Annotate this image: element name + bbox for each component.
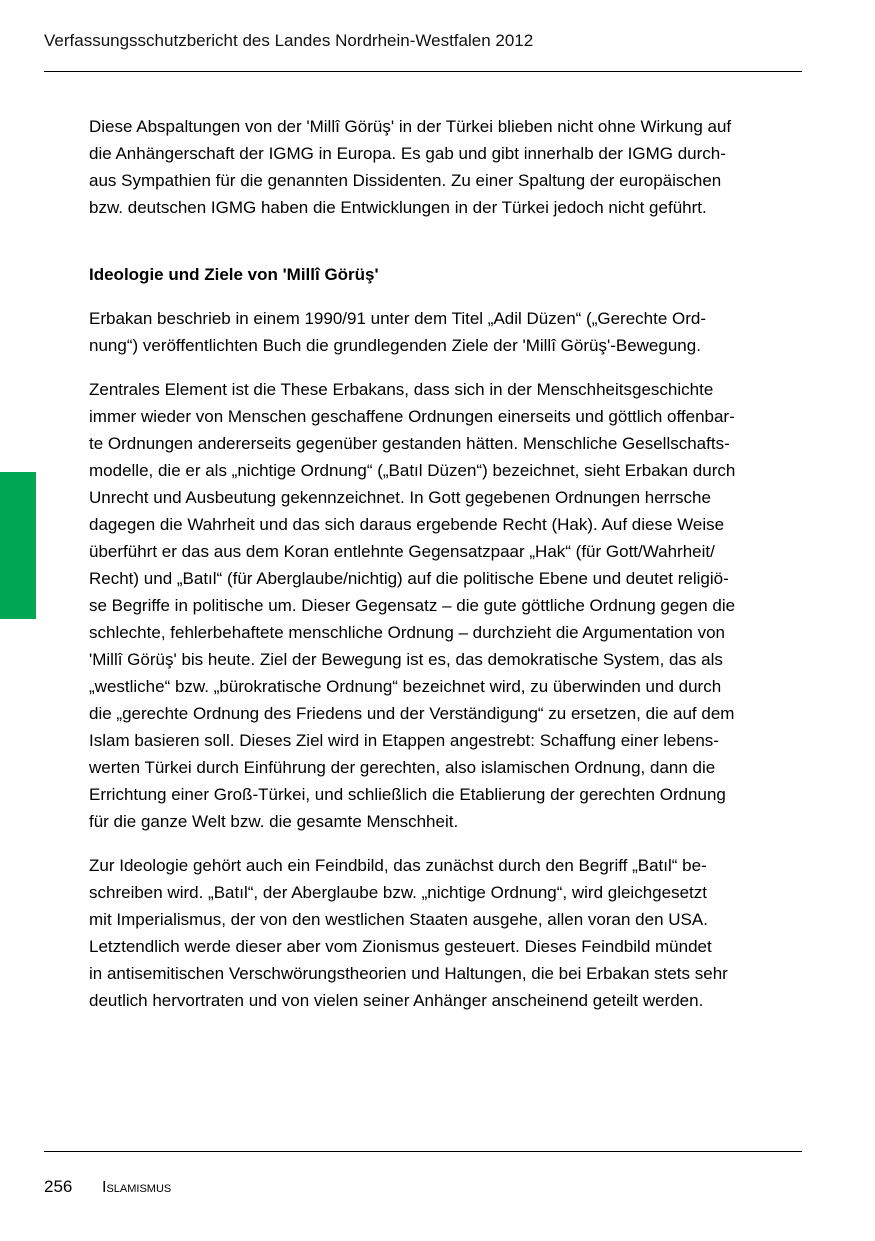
text-line: „westliche“ bzw. „bürokratische Ordnung“ bezeichnet wird, zu überwinden und durch — [89, 677, 722, 696]
text-line: Erbakan beschrieb in einem 1990/91 unter dem Titel „Adil Düzen“ („Gerechte Ord- — [89, 309, 707, 328]
paragraph-abspaltungen — [89, 113, 809, 221]
text-line: 'Millî Görüş' bis heute. Ziel der Bewegung ist es, das demokratische System, das als — [89, 650, 723, 669]
section-name: Islamismus — [102, 1179, 172, 1196]
text-line: Letztendlich werde dieser aber vom Zionismus gesteuert. Dieses Feindbild mündet — [89, 937, 712, 956]
page-footer — [44, 1176, 171, 1199]
header-rule — [44, 71, 802, 72]
text-line: Zur Ideologie gehört auch ein Feindbild, das zunächst durch den Begriff „Batıl“ be- — [89, 856, 707, 875]
text-line: dagegen die Wahrheit und das sich daraus ergebende Recht (Hak). Auf diese Weise — [89, 515, 725, 534]
text-line: werten Türkei durch Einführung der gerechten, also islamischen Ordnung, dann die — [89, 758, 716, 777]
text-line: die Anhängerschaft der IGMG in Europa. Es gab und gibt innerhalb der IGMG durch- — [89, 144, 726, 163]
text-line: te Ordnungen andererseits gegenüber gestanden hätten. Menschliche Gesellschafts- — [89, 434, 730, 453]
footer-rule — [44, 1151, 802, 1152]
text-line: Diese Abspaltungen von der 'Millî Görüş' in der Türkei blieben nicht ohne Wirkung auf — [89, 117, 732, 136]
paragraph-feindbild — [89, 852, 809, 1014]
section-heading: Ideologie und Ziele von 'Millî Görüş' — [89, 265, 379, 284]
paragraph-erbakan-buch — [89, 305, 809, 359]
text-line: schlechte, fehlerbehaftete menschliche Ordnung – durchzieht die Argumentation von — [89, 623, 726, 642]
text-line: für die ganze Welt bzw. die gesamte Menschheit. — [89, 812, 459, 831]
text-line: se Begriffe in politische um. Dieser Gegensatz – die gute göttliche Ordnung gegen die — [89, 596, 736, 615]
text-line: Zentrales Element ist die These Erbakans, dass sich in der Menschheitsgeschichte — [89, 380, 714, 399]
running-header: Verfassungsschutzbericht des Landes Nordrhein-Westfalen 2012 — [44, 31, 534, 50]
text-line: die „gerechte Ordnung des Friedens und der Verständigung“ zu ersetzen, die auf dem — [89, 704, 735, 723]
text-line: überführt er das aus dem Koran entlehnte Gegensatzpaar „Hak“ (für Gott/Wahrheit/ — [89, 542, 715, 561]
chapter-side-tab — [0, 472, 36, 619]
text-line: Recht) und „Batıl“ (für Aberglaube/nichtig) auf die politische Ebene und deutet religiö- — [89, 569, 729, 588]
text-line: Unrecht und Ausbeutung gekennzeichnet. In Gott gegebenen Ordnungen herrsche — [89, 488, 711, 507]
text-line: mit Imperialismus, der von den westlichen Staaten ausgehe, allen voran den USA. — [89, 910, 708, 929]
page-number: 256 — [44, 1177, 73, 1196]
paragraph-zentrales-element — [89, 376, 809, 835]
text-line: Islam basieren soll. Dieses Ziel wird in Etappen angestrebt: Schaffung einer lebens- — [89, 731, 719, 750]
main-content — [89, 113, 809, 1014]
text-line: bzw. deutschen IGMG haben die Entwicklungen in der Türkei jedoch nicht geführt. — [89, 198, 707, 217]
text-line: deutlich hervortraten und von vielen seiner Anhänger anscheinend geteilt werden. — [89, 991, 704, 1010]
text-line: modelle, die er als „nichtige Ordnung“ („Batıl Düzen“) bezeichnet, sieht Erbakan durch — [89, 461, 736, 480]
text-line: schreiben wird. „Batıl“, der Aberglaube bzw. „nichtige Ordnung“, wird gleichgesetzt — [89, 883, 707, 902]
text-line: immer wieder von Menschen geschaffene Ordnungen einerseits und göttlich offenbar- — [89, 407, 735, 426]
text-line: Errichtung einer Groß-Türkei, und schließlich die Etablierung der gerechten Ordnung — [89, 785, 726, 804]
text-line: aus Sympathien für die genannten Dissidenten. Zu einer Spaltung der europäischen — [89, 171, 722, 190]
text-line: nung“) veröffentlichten Buch die grundlegenden Ziele der 'Millî Görüş'-Bewegung. — [89, 336, 701, 355]
text-line: in antisemitischen Verschwörungstheorien und Haltungen, die bei Erbakan stets sehr — [89, 964, 728, 983]
